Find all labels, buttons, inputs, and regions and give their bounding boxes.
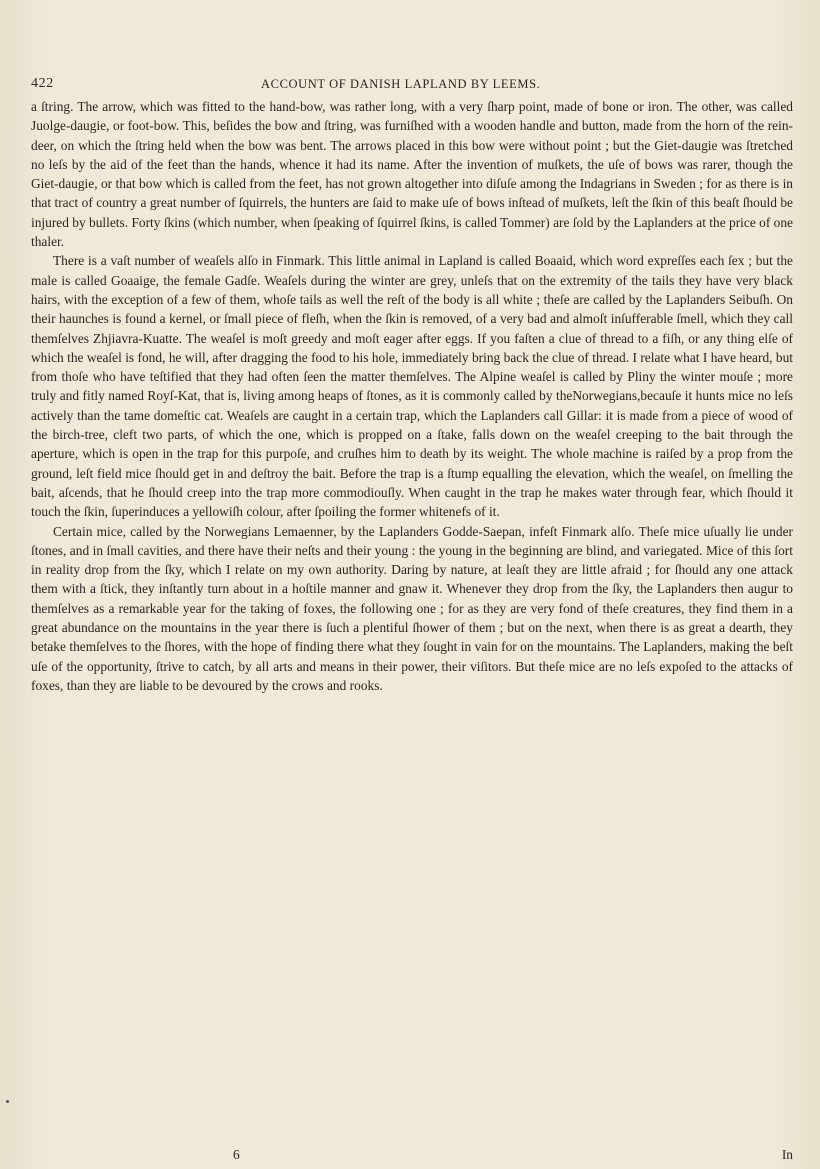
page-number: 422 bbox=[31, 76, 54, 91]
paragraph-mice: Certain mice, called by the Norwegians Lemaenner, by the Laplanders Godde-Saepan, infeſt Finmark alſo. Theſe mice uſually lie under ſtones, and in ſmall cavities, and there have their neſts and their young : the young in the beginning are blind, and variegated. Mice of this ſort in reality drop from the ſky, which I relate on my own authority. Daring by nature, at leaſt they are little afraid ; for ſhould any one attack them with a ſtick, they inſtantly turn about in a hoſtile manner and gnaw it. Whenever they drop from the ſky, the Laplanders then augur to themſelves as a remarkable year for the taking of foxes, the following one ; for as they are very fond of theſe creatures, they find them in a great abundance on the mountains in the year there is ſuch a plentiful ſhower of them ; but on the next, when there is as great a dearth, they betake themſelves to the ſhores, with the hope of finding there what they ſought in vain for on the mountains. The Laplanders, making the beſt uſe of the opportunity, ſtrive to catch, by all arts and means in their power, their viſitors. But theſe mice are no leſs expoſed to the attacks of foxes, than they are liable to be devoured by the crows and rooks. bbox=[31, 523, 793, 693]
margin-dot bbox=[6, 1100, 9, 1103]
page-footer bbox=[31, 1147, 793, 1165]
running-head: ACCOUNT OF DANISH LAPLAND BY LEEMS. bbox=[261, 77, 541, 91]
catchword: In bbox=[781, 1147, 793, 1162]
paragraph-bows: a ſtring. The arrow, which was fitted to the hand-bow, was rather long, with a very ſharp point, made of bone or iron. The other, was called Juolge-daugie, or foot-bow. This, beſides the bow and ſtring, was furniſhed with a wooden handle and button, made from the horn of the rein-deer, on which the ſtring held when the bow was bent. The arrows placed in this bow were without point ; but the Giet-daugie was ſtretched no leſs by the aid of the feet than the hands, whence it had its name. After the invention of muſkets, the uſe of bows was rarer, though the Giet-daugie, or that bow which is called from the feet, has not grown altogether into diſuſe among the Indagrians in Sweden ; for as there is in that tract of country a great number of ſquirrels, the hunters are ſaid to make uſe of bows inſtead of muſkets, leſt the ſkin of this beaſt ſhould be injured by bullets. Forty ſkins (which number, when ſpeaking of ſquirrel ſkins, is called Tommer) are ſold by the Laplanders at the price of one thaler. bbox=[31, 99, 793, 250]
signature-mark: 6 bbox=[233, 1147, 240, 1162]
page-header bbox=[31, 76, 791, 94]
paragraph-weasels: There is a vaſt number of weaſels alſo in Finmark. This little animal in Lapland is called Boaaid, which word expreſſes each ſex ; but the male is called Goaaige, the female Gadſe. Weaſels during the winter are grey, unleſs that on the extremity of the tails they have very black hairs, with the exception of a few of them, whoſe tails as well the reſt of the body is all white ; theſe are called by the Laplanders Seibuſh. On their haunches is found a kernel, or ſmall piece of fleſh, when the ſkin is removed, of a very bad and almoſt inſufferable ſmell, which they call themſelves Zhjiavra-Kuatte. The weaſel is moſt greedy and moſt eager after eggs. If you faſten a clue of thread to a fiſh, or any thing elſe of which the weaſel is fond, he will, after dragging the food to his hole, immediately bring back the clue of thread. I relate what I have heard, but from thoſe who have teſtified that they had often ſeen the matter themſelves. The Alpine weaſel is called by Pliny the winter mouſe ; more truly and fitly named Royſ-Kat, that is, living among heaps of ſtones, as it is commonly called by theNorwegians,becauſe it hunts mice no leſs actively than the tame domeſtic cat. Weaſels are caught in a certain trap, which the Laplanders call Gillar: it is made from a piece of wood of the birch-tree, cleft two parts, of which the one, which is propped on a ſtake, falls down on the weaſel creeping to the bait through the aperture, which is open in the trap for this purpoſe, and cruſhes him to death by its weight. The whole machine is raiſed by a prop from the ground, leſt field mice ſhould get in and deſtroy the bait. Before the trap is a ſtump equalling the elevation, which the weaſel, on ſmelling the bait, aſcends, that he ſhould creep into the trap more commodiouſly. When caught in the trap he makes water through fear, which ſhould it touch the ſkin, ſuperinduces a yellowiſh colour, after ſpoiling the former whitenefs of it. bbox=[31, 253, 793, 520]
body-text bbox=[31, 97, 793, 695]
